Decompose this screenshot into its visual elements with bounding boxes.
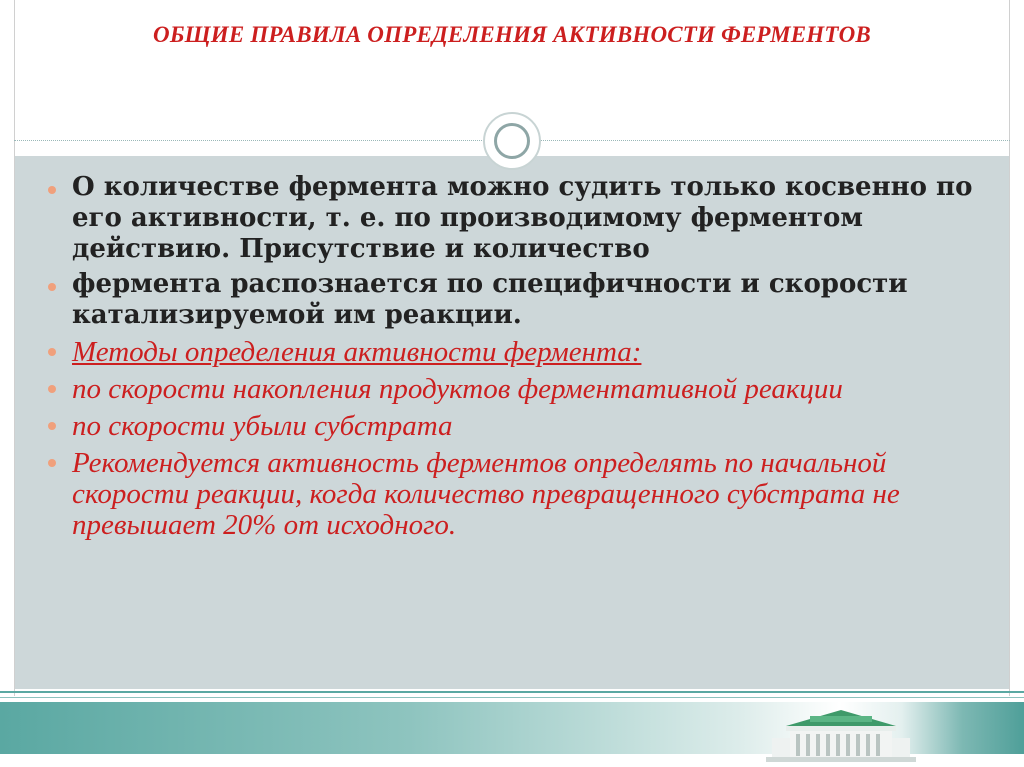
bullet-text: фермента распознается по специфичности и скорости катализируемой им реакции. <box>72 269 908 330</box>
footer-line-thin <box>0 697 1024 698</box>
bullet-text: по скорости накопления продуктов ферментативной реакции <box>72 373 843 405</box>
bullet-text: Методы определения активности фермента: <box>72 336 642 368</box>
circle-ornament-icon <box>483 112 541 170</box>
bullet-item-recognition <box>46 269 976 331</box>
bullet-item-quantity <box>46 172 976 265</box>
footer-line-top <box>0 691 1024 693</box>
bullet-item-recommendation <box>46 448 976 541</box>
bullet-text: О количестве фермента можно судить только косвенно по его активности, т. е. по производимому ферментом действию. Присутствие и количество <box>72 172 973 264</box>
circle-ornament-inner <box>494 123 530 159</box>
bullet-item-method-products <box>46 374 976 405</box>
bullet-list <box>46 172 976 541</box>
bullet-text: Рекомендуется активность ферментов определять по начальной скорости реакции, когда количество превращенного субстрата не превышает 20% от исходного. <box>72 447 900 541</box>
bullet-item-method-substrate <box>46 411 976 442</box>
bullet-item-methods-heading <box>46 337 976 368</box>
building-logo-icon <box>766 704 916 762</box>
slide-title: ОБЩИЕ ПРАВИЛА ОПРЕДЕЛЕНИЯ АКТИВНОСТИ ФЕРМЕНТОВ <box>153 22 871 47</box>
bullet-text: по скорости убыли субстрата <box>72 410 453 442</box>
